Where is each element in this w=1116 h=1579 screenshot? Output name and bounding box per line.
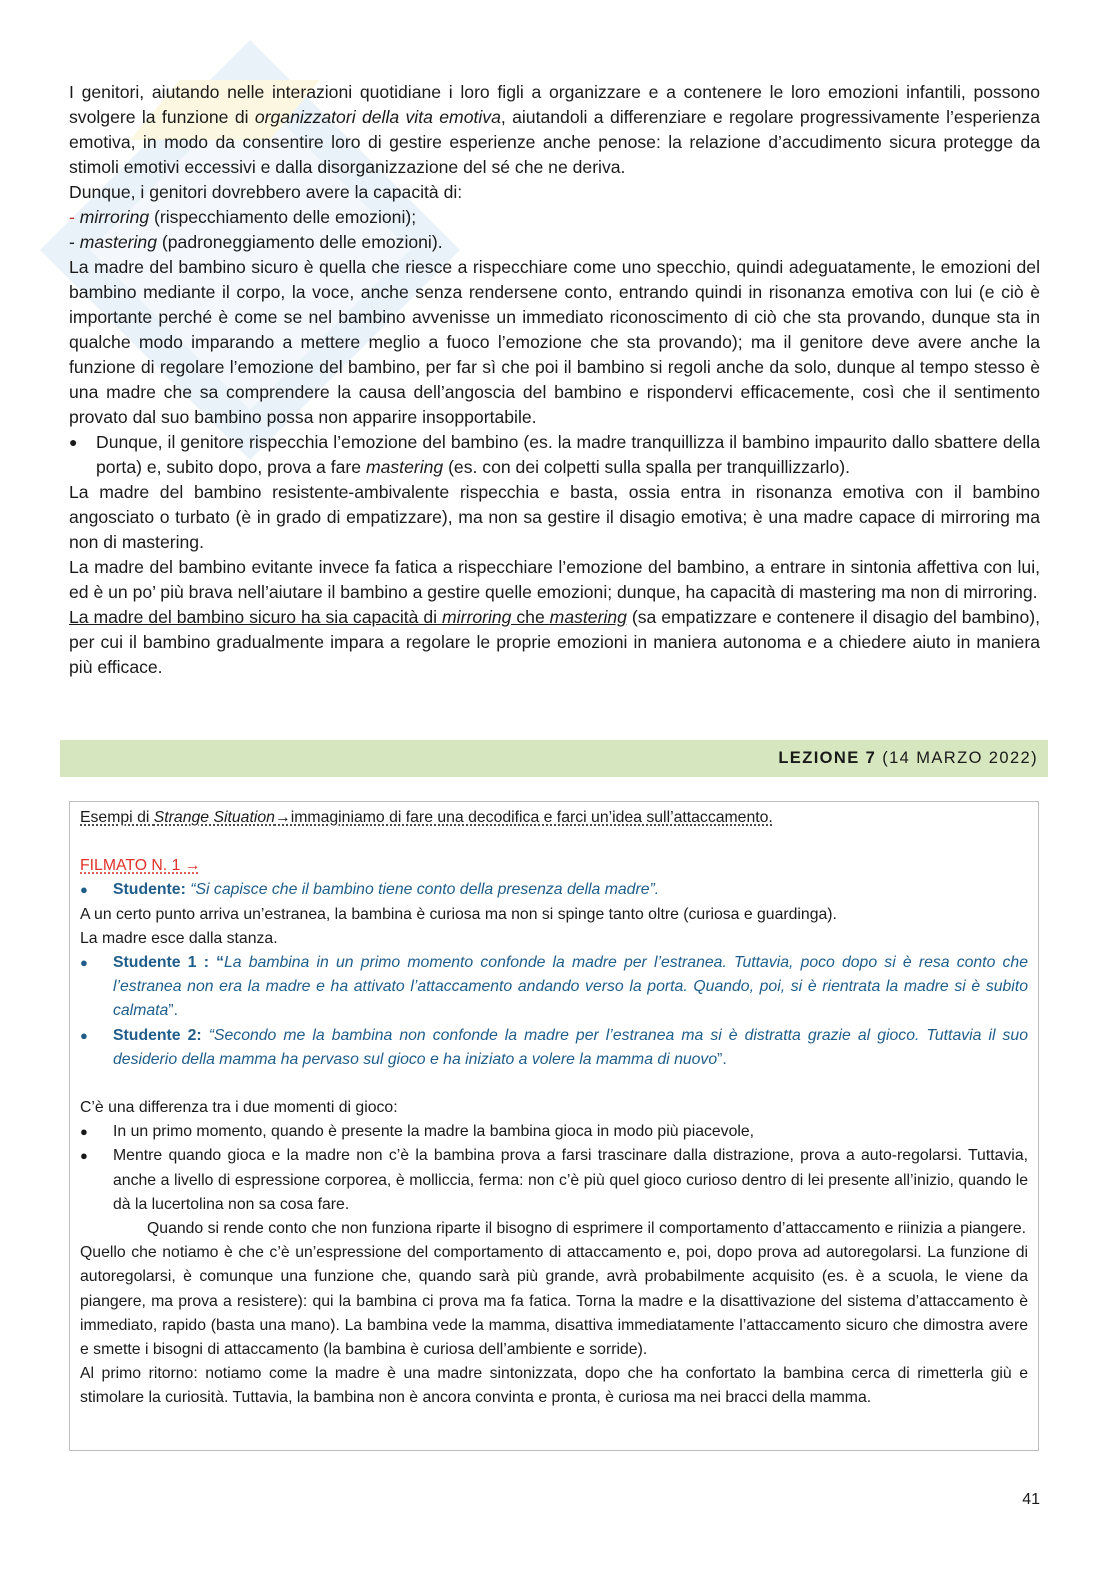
box-intro: Esempi di Strange Situation→immaginiamo di fare una decodifica e farci un’idea sull’attaccamento. — [80, 809, 773, 826]
box-line: La madre esce dalla stanza. — [80, 929, 278, 947]
box-line: A un certo punto arriva un’estranea, la bambina è curiosa ma non si spinge tanto oltre (curiosa e guardinga). — [80, 905, 837, 923]
box-paragraph: Al primo ritorno: notiamo come la madre è una madre sintonizzata, dopo che ha confortato la bambina cerca di rimetterla giù e stimolare la curiosità. Tuttavia, la bambina non è ancora convinta e pronta, è curiosa ma nei bracci della mamma. — [80, 1365, 1028, 1407]
box-paragraph: Quello che notiamo è che c’è un’espressione del comportamento di attaccamento e, poi, dopo prova ad autoregolarsi. La funzione di autoregolarsi, è comunque una funzione che, quando sarà più grande, avrà probabilmente acquisito (es. è a scuola, le viene da piangere, ma prova a resistere): qui la bambina ci prova ma fa fatica. Torna la madre e la disattivazione del sistema d’attaccamento è immediato, rapido (basta una mano). La bambina vede la mamma, disattiva immediatamente l’attaccamento sicuro che dimostra avere e smette i bisogni di attaccamento (la bambina è curiosa dell’ambiente e sorride). — [80, 1244, 1028, 1359]
student-2-comment: ● Studente 2: “Secondo me la bambina non confonde la madre per l’estranea ma si è distratta grazie al gioco. Tuttavia il suo desiderio della mamma ha pervaso sul gioco e ha iniziato a volere la mamma di nuovo”. — [80, 1024, 1028, 1072]
lesson-header — [60, 740, 1048, 777]
list-item-mastering: - mastering (padroneggiamento delle emozioni). — [69, 232, 443, 252]
bullet-icon: ● — [80, 1148, 88, 1164]
page-number: 41 — [1022, 1491, 1040, 1508]
paragraph-sicuro-conclusione: La madre del bambino sicuro ha sia capacità di mirroring che mastering (sa empatizzare e contenere il disagio del bambino), per cui il bambino gradualmente impara a regolare le proprie emozioni in maniera autonoma e a chiedere aiuto in maniera più efficace. — [69, 607, 1040, 677]
bullet-icon: ● — [80, 1124, 88, 1140]
paragraph-evitante: La madre del bambino evitante invece fa fatica a rispecchiare l’emozione del bambino, a entrare in sintonia affettiva con lui, ed è un po’ più brava nell’aiutare il bambino a gestire quelle emozioni; dunque, ha capacità di mastering ma non di mirroring. — [69, 557, 1040, 602]
student-1-comment: ● Studente 1 : “La bambina in un primo momento confonde la madre per l’estranea. Tuttavia, poco dopo si è resa conto che l’estranea non era la madre e ha attivato l’attaccamento andando verso la porta. Quando, poi, si è rientrata la madre si è subito calmata”. — [80, 951, 1028, 1024]
paragraph-capacita: Dunque, i genitori dovrebbero avere la capacità di: — [69, 182, 463, 202]
arrow-right-icon: → — [274, 809, 291, 826]
list-item: ● Mentre quando gioca e la madre non c’è la bambina prova a farsi trascinare dalla distrazione, prova a auto-regolarsi. Tuttavia, anche a livello di espressione corporea, è molliccia, ferma: non c’è più quel gioco curioso dentro di lei presente all’inizio, quando le dà la lucertolina non sa cosa fare. — [80, 1144, 1028, 1217]
bullet-icon: ● — [80, 955, 88, 971]
body-text — [69, 80, 1040, 680]
list-item-mirroring: - mirroring (rispecchiamento delle emozioni); — [69, 207, 417, 227]
differenza-title: C’è una differenza tra i due momenti di gioco: — [80, 1099, 398, 1117]
paragraph-resistente: La madre del bambino resistente-ambivalente rispecchia e basta, ossia entra in risonanza emotiva con il bambino angosciato o turbato (è in grado di empatizzare), ma non sa gestire il disagio emotiva; è una madre capace di mirroring ma non di mastering. — [69, 482, 1040, 552]
indented-paragraph: Quando si rende conto che non funziona riparte il bisogno di esprimere il comportamento d’attaccamento e riinizia a piangere. — [147, 1220, 1026, 1238]
strange-situation-box — [69, 801, 1039, 1451]
bullet-icon: ● — [69, 434, 78, 450]
filmato-title: FILMATO N. 1 → — [80, 857, 201, 875]
lesson-label: LEZIONE 7 — [778, 749, 877, 767]
bullet-item: ● Dunque, il genitore rispecchia l’emozione del bambino (es. la madre tranquillizza il bambino impaurito dallo sbattere della porta) e, subito dopo, prova a fare mastering (es. con dei colpetti sulla spalla per tranquillizzarlo). — [69, 432, 1040, 477]
paragraph-genitori: I genitori, aiutando nelle interazioni quotidiane i loro figli a organizzare e a contenere le loro emozioni infantili, possono svolgere la funzione di organizzatori della vita emotiva, aiutandoli a differenziare e regolare progressivamente l’esperienza emotiva, in modo da consentire loro di gestire esperienze anche penose: la relazione d’accudimento sicura protegge da stimoli emotivi eccessivi e dalla disorganizzazione del sé che ne deriva. — [69, 82, 1040, 177]
list-item: ● In un primo momento, quando è presente la madre la bambina gioca in modo più piacevole, — [80, 1120, 1028, 1144]
bullet-icon: ● — [80, 882, 88, 898]
bullet-icon: ● — [80, 1027, 88, 1043]
student-comment: ● Studente: “Si capisce che il bambino tiene conto della presenza della madre”. — [80, 878, 1028, 902]
lesson-date: (14 MARZO 2022) — [882, 749, 1038, 767]
paragraph-madre-sicuro: La madre del bambino sicuro è quella che riesce a rispecchiare come uno specchio, quindi adeguatamente, le emozioni del bambino mediante il corpo, la voce, anche senza rendersene conto, entrando quindi in risonanza emotiva con lui (e ciò è importante perché è come se nel bambino avvenisse un immediato riconoscimento di ciò che sta provando, dunque sta in qualche modo imparando a mettere meglio a fuoco l’emozione che sta provando); ma il genitore deve avere anche la funzione di regolare l’emozione del bambino, per far sì che poi il bambino si regoli anche da solo, dunque al tempo stesso è una madre che sa comprendere la causa dell’angoscia del bambino e rispondervi efficacemente, così che il sentimento provato dal suo bambino possa non apparire insopportabile. — [69, 257, 1040, 427]
